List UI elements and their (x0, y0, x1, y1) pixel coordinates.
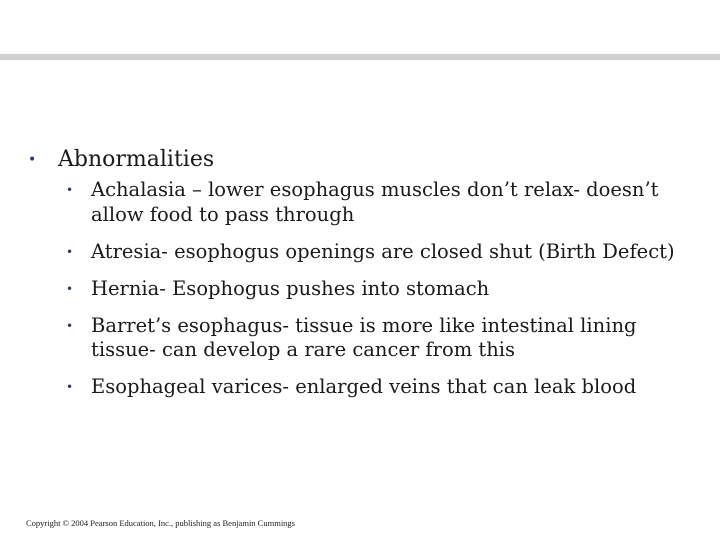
bullet-icon: • (66, 281, 74, 296)
copyright-footer: Copyright © 2004 Pearson Education, Inc., publishing as Benjamin Cummings (26, 518, 295, 528)
list-item (66, 178, 698, 227)
bullet-icon: • (66, 380, 74, 394)
abnormalities-list (28, 178, 698, 400)
bullet-icon: • (66, 183, 74, 197)
list-item-text: Esophageal varices- enlarged veins that can leak blood (91, 375, 637, 398)
header-rule (0, 54, 720, 60)
list-item-text: Atresia- esophogus openings are closed shut (Birth Defect) (91, 239, 675, 263)
list-item-text: Barret’s esophagus- tissue is more like intestinal lining tissue- can develop a rare cancer from this (91, 313, 637, 361)
list-item (66, 314, 698, 363)
slide-body (28, 146, 698, 412)
list-item-text: Hernia- Esophogus pushes into stomach (91, 276, 490, 300)
bullet-heading (28, 146, 698, 174)
list-item (66, 375, 698, 400)
bullet-icon: • (66, 318, 74, 333)
list-item (66, 240, 698, 265)
list-item-text: Achalasia – lower esophagus muscles don’t relax- doesn’t allow food to pass through (91, 178, 659, 226)
bullet-icon: • (28, 152, 37, 168)
list-item (66, 277, 698, 302)
bullet-icon: • (66, 244, 74, 259)
heading-text: Abnormalities (58, 147, 215, 172)
